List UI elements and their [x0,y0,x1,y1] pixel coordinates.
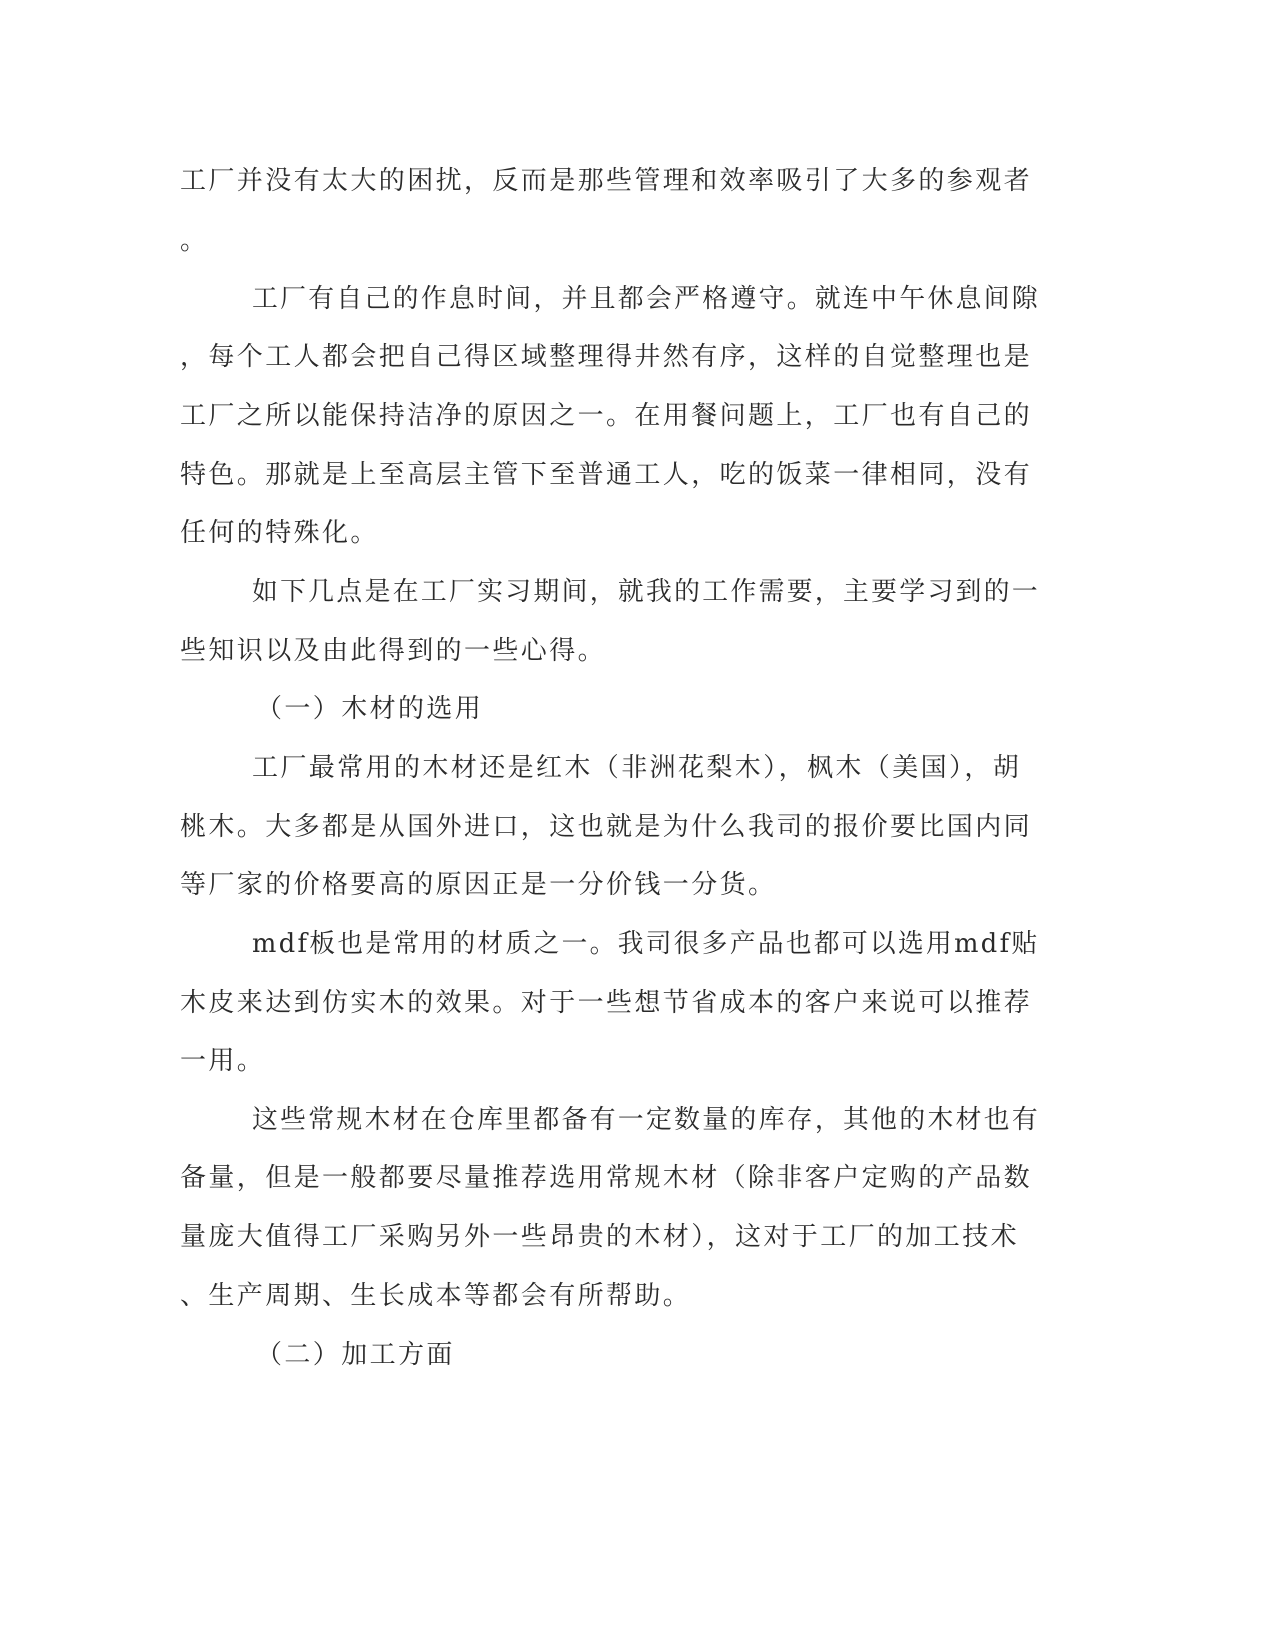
text-line-1: 工厂并没有太大的困扰，反而是那些管理和效率吸引了大多的参观者 [180,166,1033,196]
text-line-8: 如下几点是在工厂实习期间，就我的工作需要，主要学习到的一 [252,577,1041,607]
text-line-16: 一用。 [180,1046,266,1076]
text-line-20: 、生产周期、生长成本等都会有所帮助。 [180,1281,692,1311]
text-line-7: 任何的特殊化。 [180,518,379,548]
text-line-11: 工厂最常用的木材还是红木（非洲花梨木），枫木（美国），胡 [252,753,1022,783]
text-line-12: 桃木。大多都是从国外进口，这也就是为什么我司的报价要比国内同 [180,812,1033,842]
text-line-17: 这些常规木材在仓库里都备有一定数量的库存，其他的木材也有 [252,1105,1041,1135]
text-line-14: mdf板也是常用的材质之一。我司很多产品也都可以选用mdf贴 [252,929,1040,959]
text-line-18: 备量，但是一般都要尽量推荐选用常规木材（除非客户定购的产品数 [180,1163,1033,1193]
text-line-13: 等厂家的价格要高的原因正是一分价钱一分货。 [180,870,777,900]
text-line-5: 工厂之所以能保持洁净的原因之一。在用餐问题上，工厂也有自己的 [180,401,1033,431]
text-line-6: 特色。那就是上至高层主管下至普通工人，吃的饭菜一律相同，没有 [180,460,1033,490]
text-line-19: 量庞大值得工厂采购另外一些昂贵的木材），这对于工厂的加工技术 [180,1222,1020,1252]
section-heading-1: （一）木材的选用 [256,694,484,724]
text-line-15: 木皮来达到仿实木的效果。对于一些想节省成本的客户来说可以推荐 [180,988,1033,1018]
text-line-9: 些知识以及由此得到的一些心得。 [180,636,607,666]
text-line-2: 。 [180,226,209,256]
section-heading-2: （二）加工方面 [256,1340,455,1370]
text-line-3: 工厂有自己的作息时间，并且都会严格遵守。就连中午休息间隙 [252,284,1041,314]
text-line-4: ，每个工人都会把自己得区域整理得井然有序，这样的自觉整理也是 [180,342,1033,372]
